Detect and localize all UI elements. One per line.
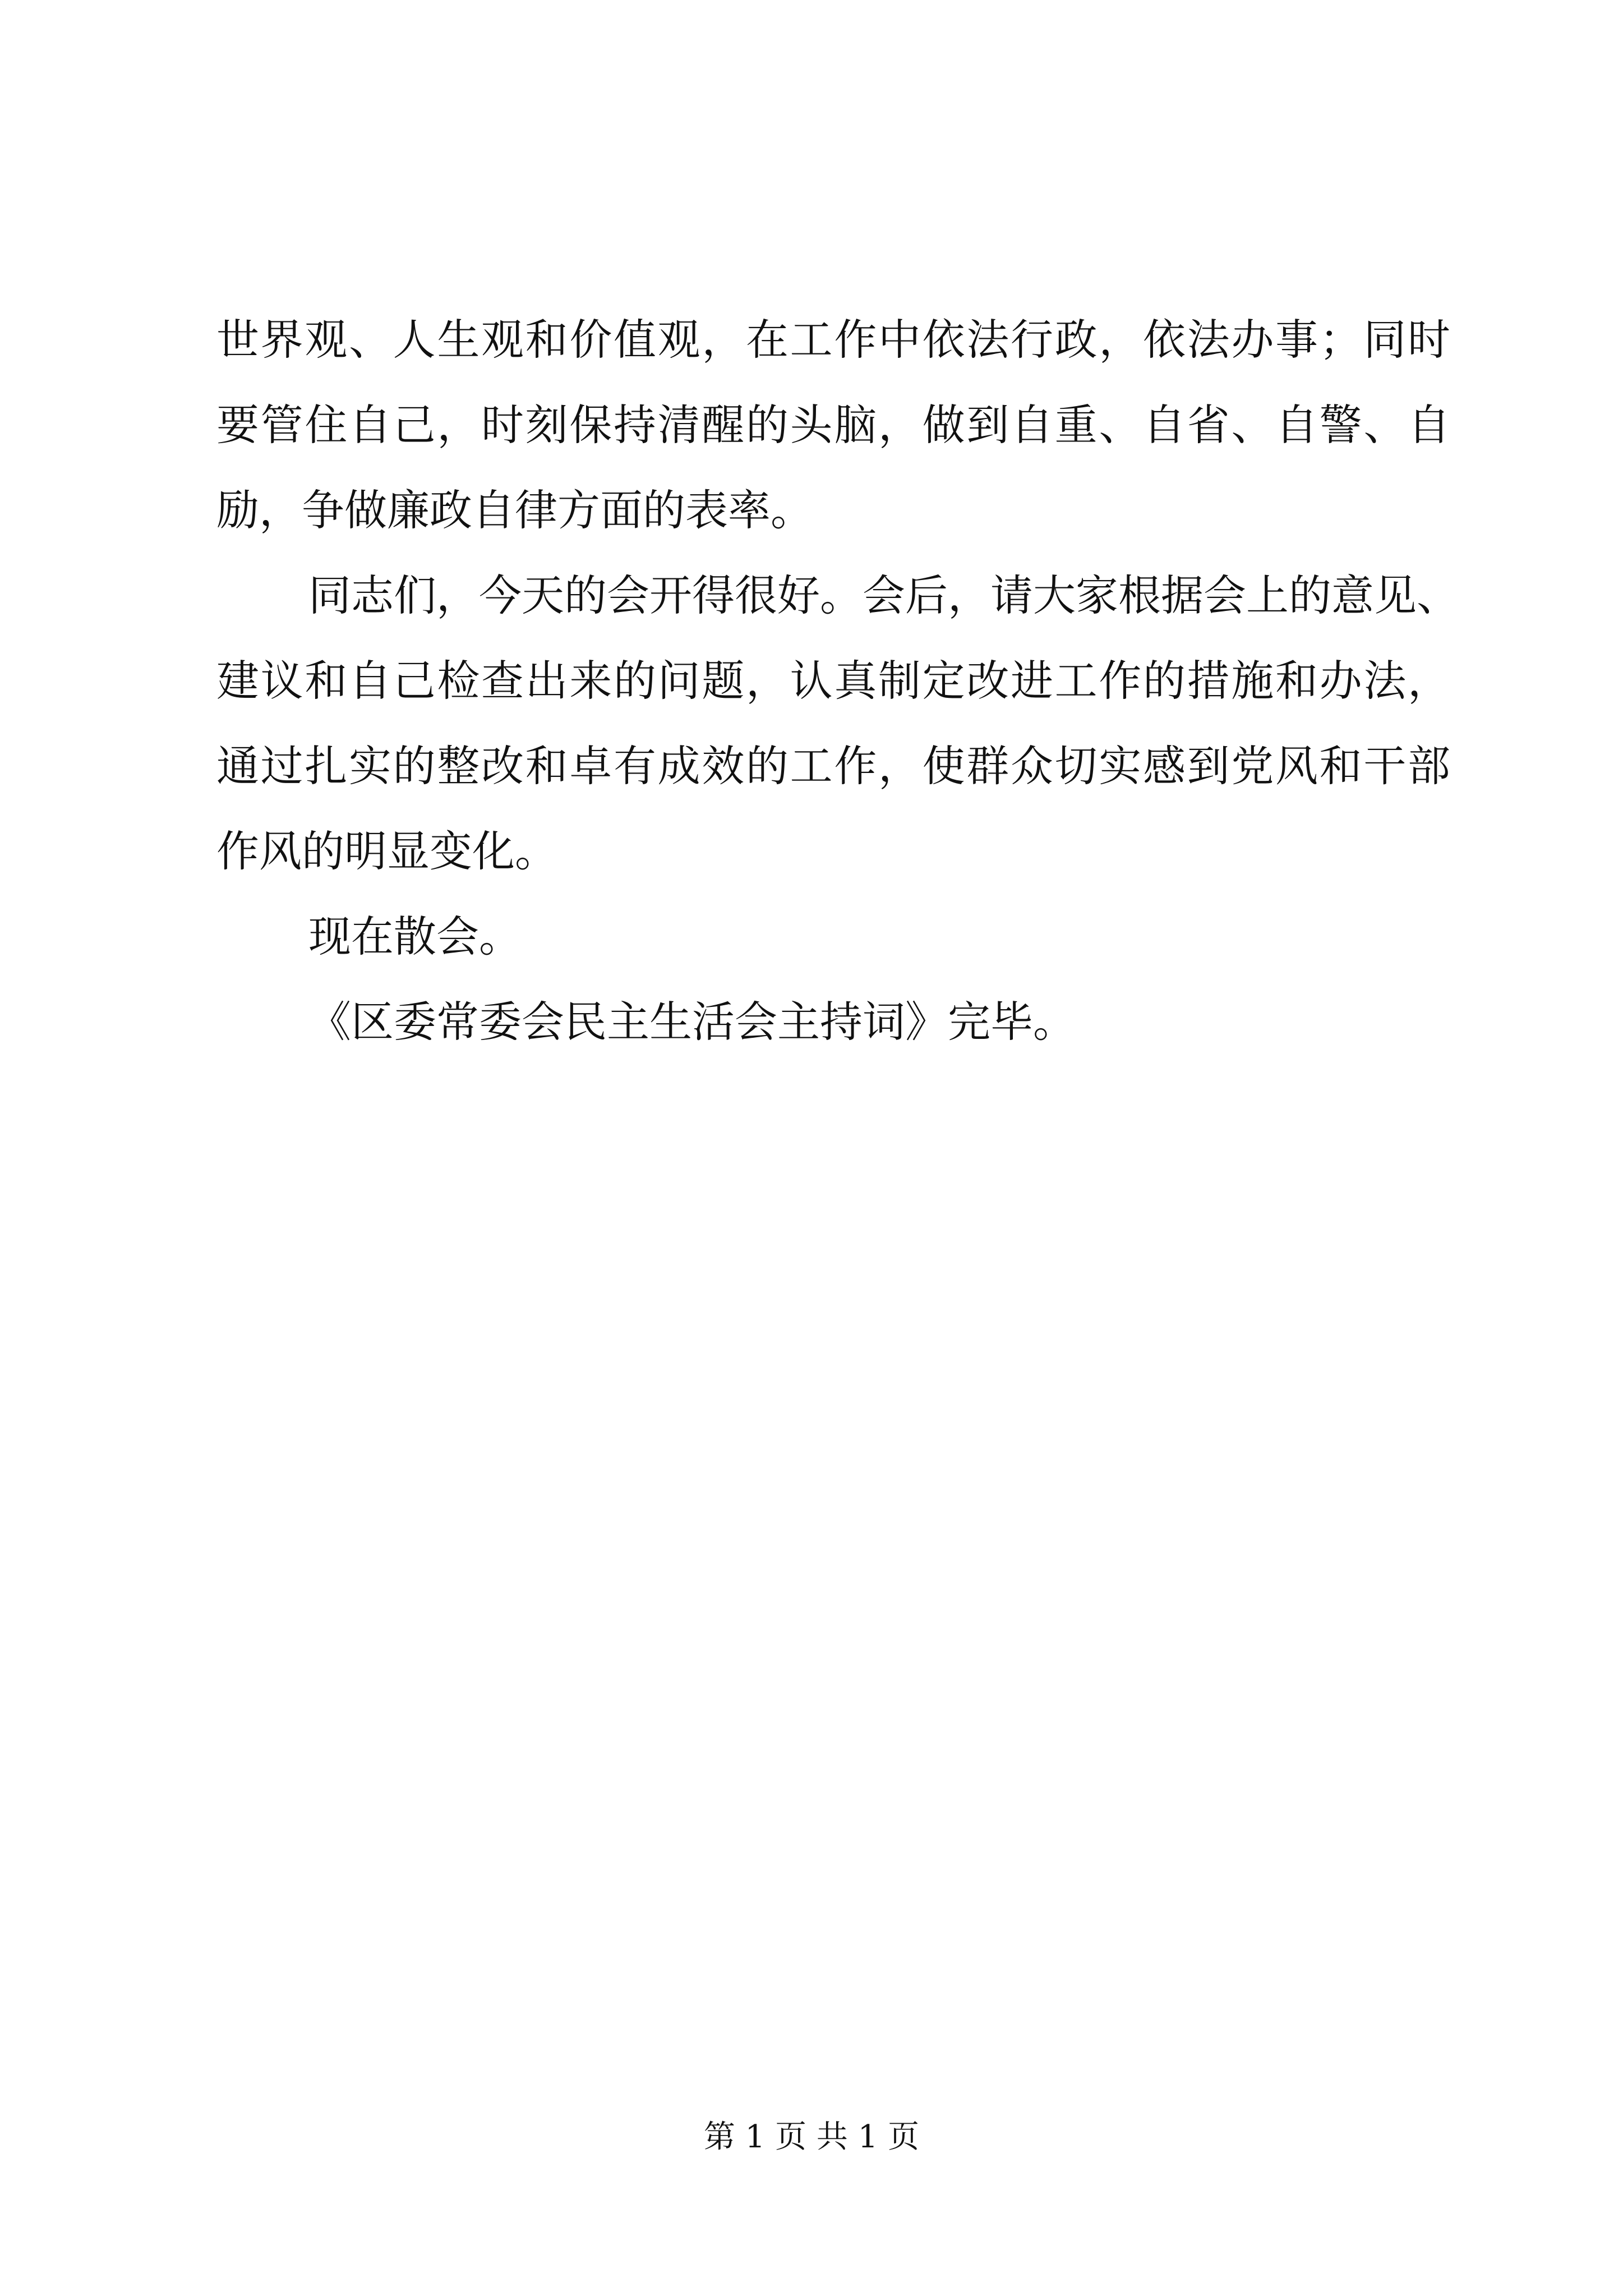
document-body: [216, 297, 1459, 1065]
body-line: 作风的明显变化。: [216, 826, 557, 876]
body-line: 要管住自己，时刻保持清醒的头脑，做到自重、自省、自警、自: [216, 400, 1450, 450]
body-line: 励，争做廉政自律方面的表率。: [216, 485, 813, 535]
body-line: 《区委常委会民主生活会主持词》完毕。: [308, 997, 1076, 1047]
body-line: 世界观、人生观和价值观，在工作中依法行政，依法办事；同时: [216, 315, 1450, 365]
page-number-footer: 第 1 页 共 1 页: [703, 2119, 920, 2155]
body-line: 通过扎实的整改和卓有成效的工作，使群众切实感到党风和干部: [216, 741, 1450, 791]
body-line: 同志们，今天的会开得很好。会后，请大家根据会上的意见、: [308, 570, 1459, 620]
body-line: 建议和自己检查出来的问题，认真制定改进工作的措施和办法，: [216, 656, 1450, 706]
body-line: 现在散会。: [308, 912, 522, 961]
